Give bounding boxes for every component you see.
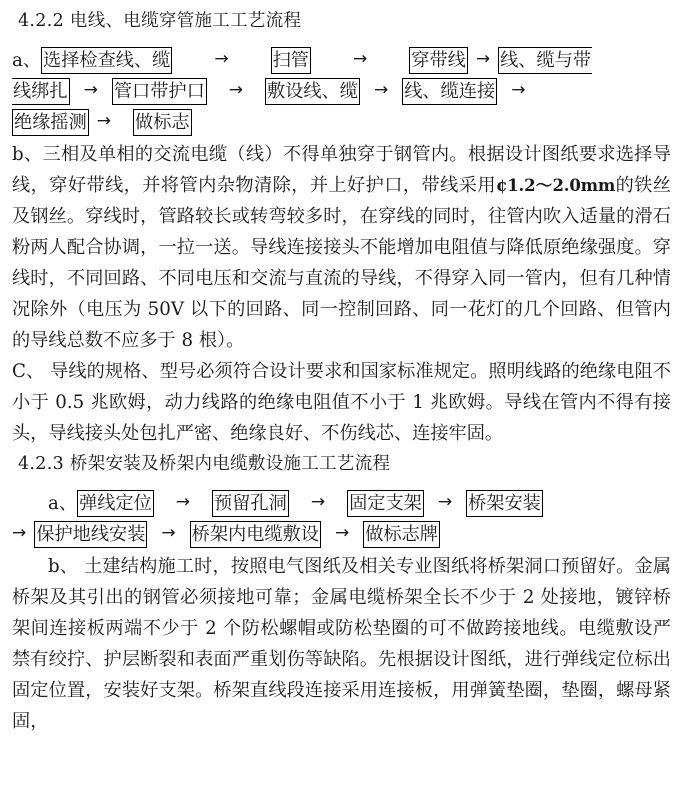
arrow-icon: → [96,111,112,131]
flow-row-1 [12,489,671,520]
flow-step-box-3[interactable]: 穿带线 [409,47,468,74]
arrow-icon: → [334,523,350,543]
paragraph-423-b-text: b、 土建结构施工时，按照电气图纸及相关专业图纸将桥架洞口预留好。金属桥架及其引出的钢管必须接地可靠；金属电缆桥架全长不少于 2 处接地，镀锌桥架间连接板两端不少于 2 个防松螺帽或防松垫圈的可不做跨接地线。电缆敷设严禁有绞拧、护层断裂和表面严重划伤等缺陷。先根据设计图纸，进行弹线定位标出固定位置，安装好支架。桥架直线段连接采用连接板，用弹簧垫圈，垫圈，螺母紧固， [12,556,671,732]
paragraph-422-c: C、 导线的规格、型号必须符合设计要求和国家标准规定。照明线路的绝缘电阻不小于 0.5 兆欧姆，动力线路的绝缘电阻值不小于 1 兆欧姆。导线在管内不得有接头，导线接头处包扎严密、绝缘良好、不伤线芯、连接牢固。 [12,361,671,444]
arrow-icon: → [511,80,526,100]
arrow-icon: → [161,523,176,543]
flow-row-2 [12,77,671,108]
flow-step-box-8[interactable]: 绝缘摇测 [12,109,89,136]
flow-diagram-422 [12,46,671,139]
arrow-icon: → [475,49,491,69]
flow-step-box-4[interactable]: 桥架安装 [466,490,543,517]
arrow-icon: → [12,523,27,543]
arrow-icon: → [83,80,98,100]
section-heading-422: 4.2.2 电线、电缆穿管施工工艺流程 [18,11,302,31]
flow-row-1 [12,46,671,77]
arrow-icon: → [437,492,453,512]
heading-spacer-422 [12,37,671,46]
heading-spacer-423 [12,480,671,489]
paragraph-422-b [12,139,671,356]
flow-step-box-6[interactable]: 桥架内电缆敷设 [190,521,321,548]
flow-step-box-1[interactable]: 选择检查线、缆 [41,47,172,74]
arrow-icon: → [373,80,389,100]
flow-step-box-5[interactable]: 管口带护口 [112,78,207,105]
arrow-icon: → [214,49,229,69]
paragraph-422-b-text1: b、三相及单相的交流电缆（线）不得单独穿于钢管内。根据设计图纸要求选择导线，穿好带线，并将管内杂物清除，并上好护口，带线采用 [12,144,671,196]
flow-label-423: a、 [48,493,78,514]
paragraph-422-b-text2: 的铁丝及钢丝。穿线时，管路较长或转弯较多时，在穿线的同时，往管内吹入适量的滑石粉两人配合协调，一拉一送。导线连接接头不能增加电阻值与降低原绝缘强度。穿线时，不同回路、不同电压和交流与直流的导线，不得穿入同一管内，但有几种情况除外（电压为 50V 以下的回路、同一控制回路、同一花灯的几个回路、但管内的导线总数不应多于 8 根）。 [12,175,671,351]
flow-step-box-2[interactable]: 预留孔洞 [212,490,289,517]
flow-step-box-2[interactable]: 扫管 [271,47,311,74]
flow-step-box-4-part1[interactable]: 线、缆与带 [498,47,592,74]
flow-row-2 [12,520,671,551]
arrow-icon: → [175,492,191,512]
flow-step-box-7[interactable]: 线、缆连接 [402,78,497,105]
flow-step-box-3[interactable]: 固定支架 [347,490,424,517]
arrow-icon: → [228,80,244,100]
section-heading-423: 4.2.3 桥架安装及桥架内电缆敷设施工工艺流程 [18,454,391,474]
flow-step-box-7[interactable]: 做标志牌 [363,521,440,548]
wire-diameter-spec: ¢1.2～2.0mm [495,176,616,195]
flow-step-box-5[interactable]: 保护地线安装 [34,521,147,548]
flow-step-box-9[interactable]: 做标志 [133,109,192,136]
flow-step-box-6[interactable]: 敷设线、缆 [265,78,360,105]
flow-label-422: a、 [12,50,42,71]
arrow-icon: → [353,49,368,69]
arrow-icon: → [310,492,326,512]
flow-step-box-1[interactable]: 弹线定位 [77,490,154,517]
flow-row-3 [12,108,671,139]
paragraph-423-b [12,551,671,737]
flow-step-box-4-part2[interactable]: 线绑扎 [12,78,70,105]
flow-diagram-423 [12,489,671,551]
